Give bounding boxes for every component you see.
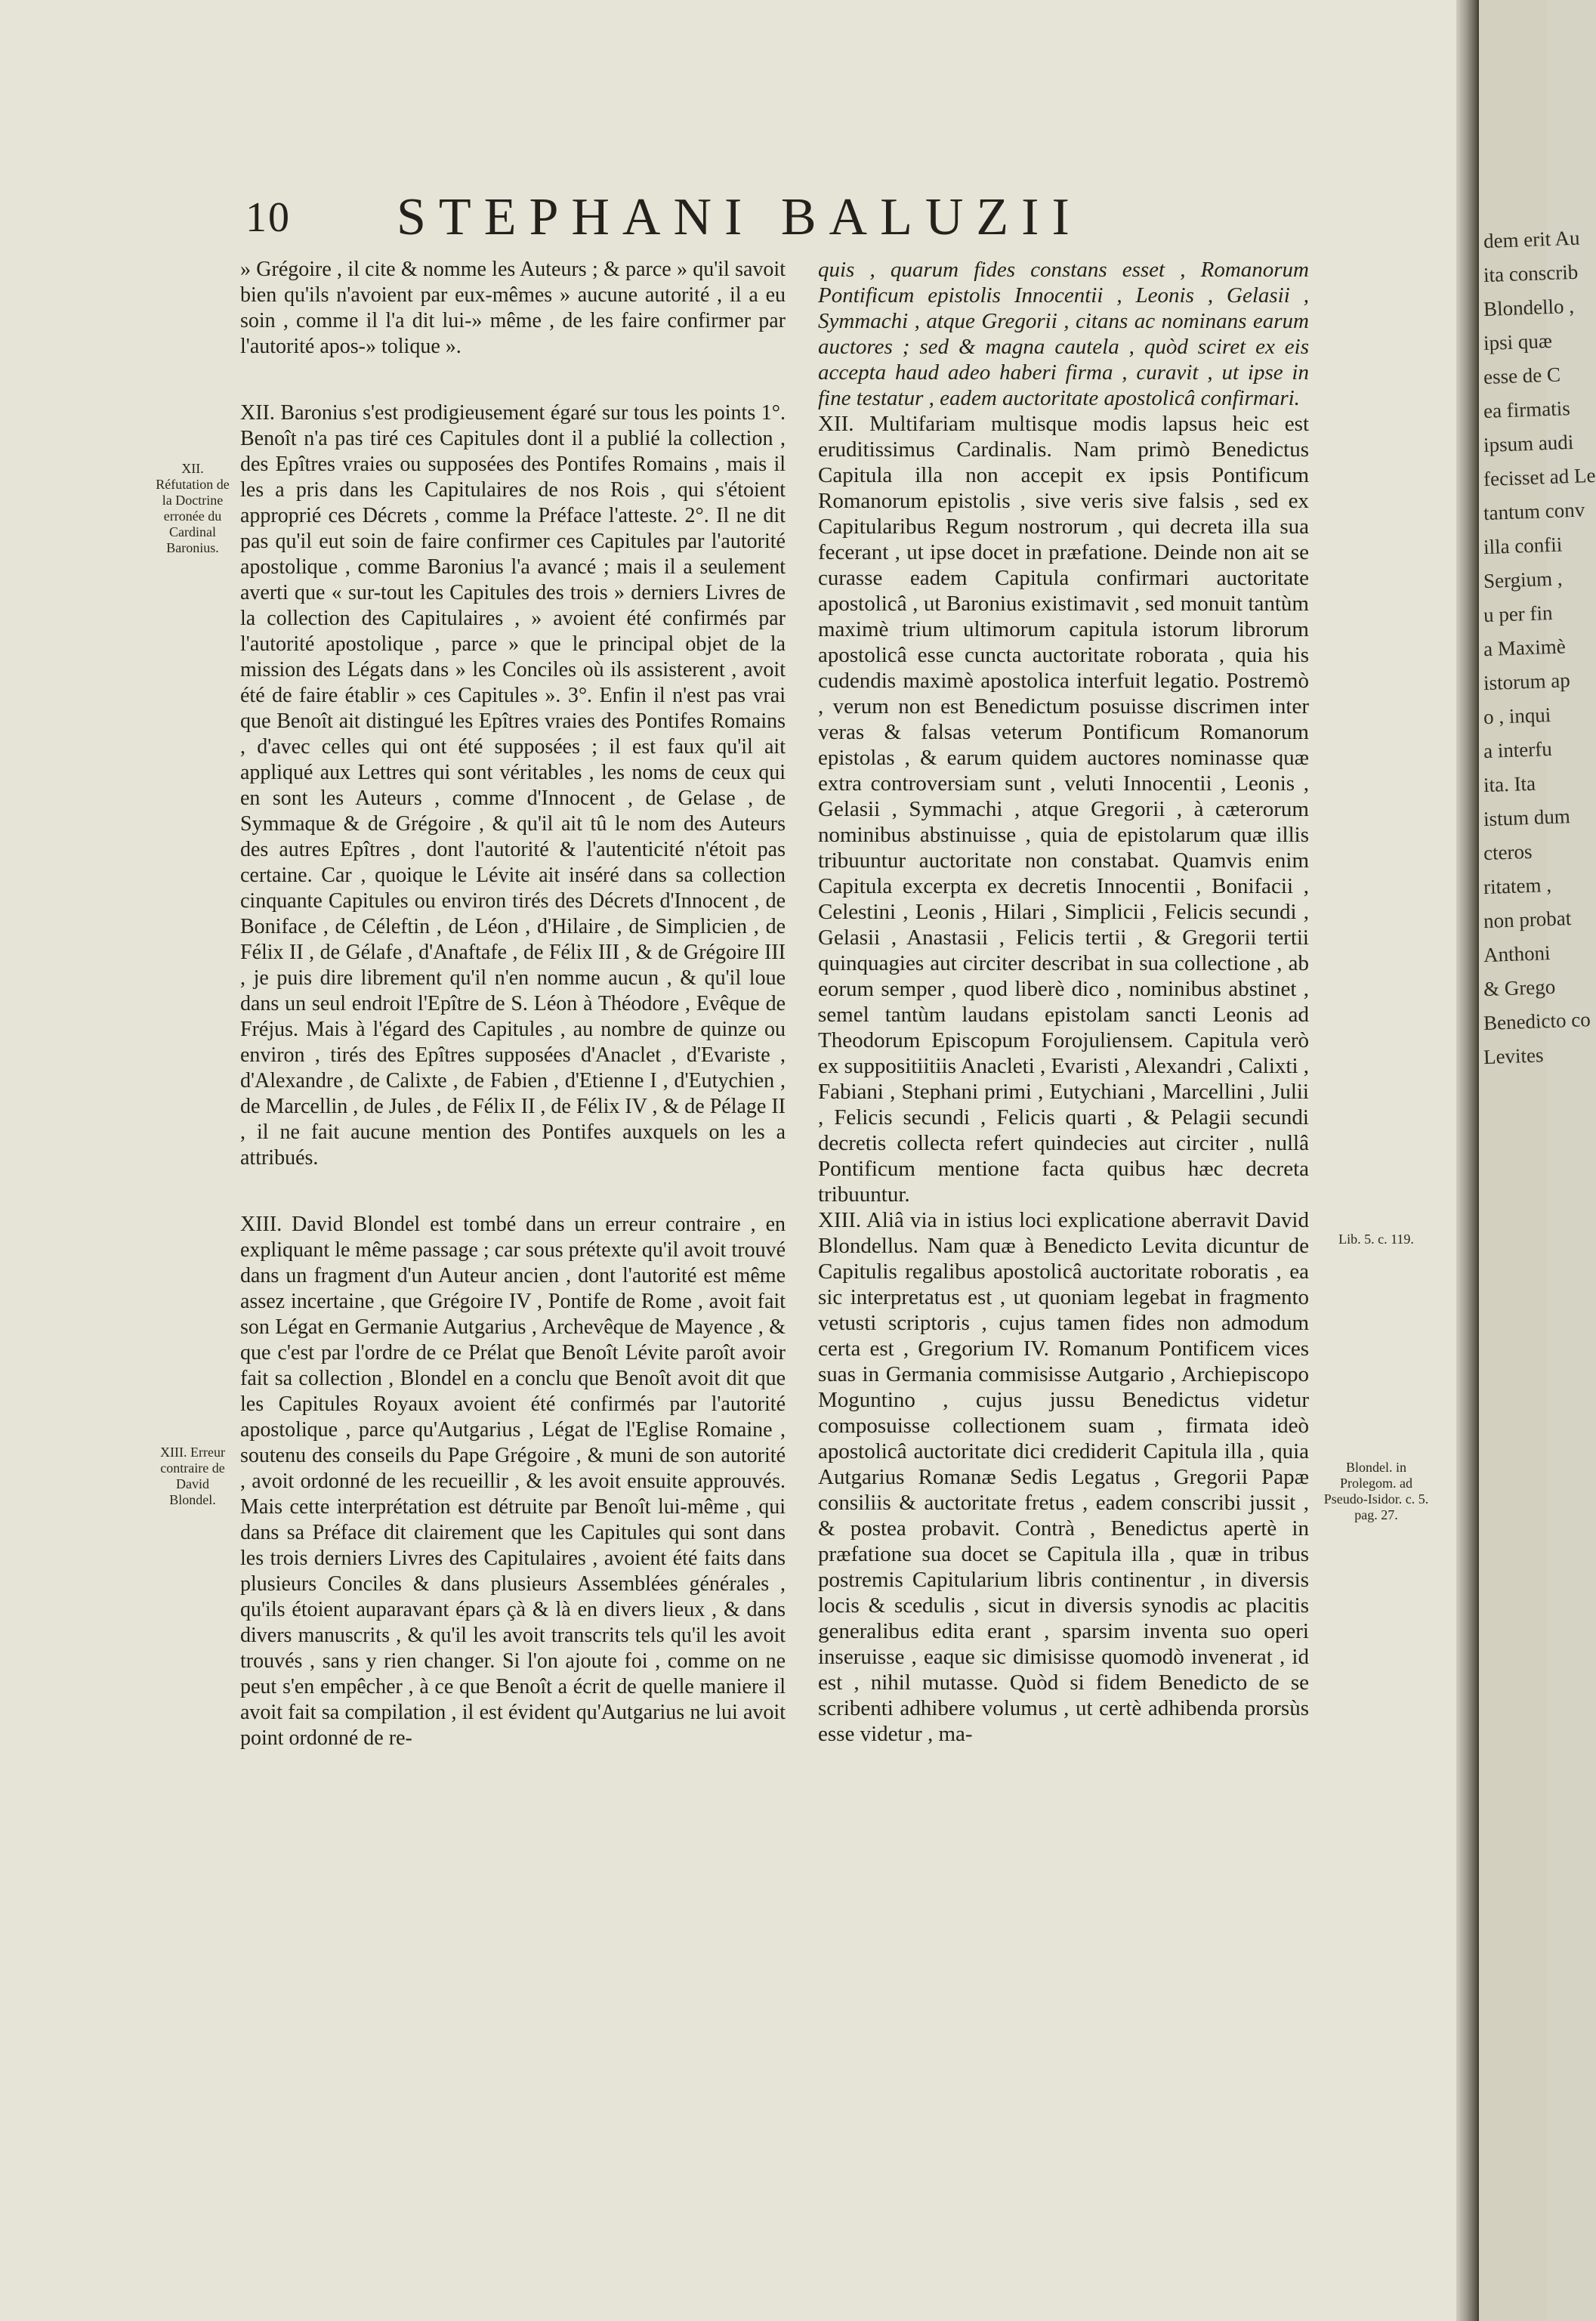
- latin-paragraph-xii: XII. Multifariam multisque modis lapsus heic est eruditissimus Cardinalis. Nam primò Benedictus Capitula illa non accepit ex ipsis Pontificum Romanorum epistolis , sive veris sive falsis , sed ex Capitularibus Regum nostrorum , qui decreta illa sua fecerant , ut ipse docet in præfatione. Deinde non ait se curasse eadem Capitula confirmari auctoritate apostolicâ , ut Baronius existimavit , sed monuit tantùm maximè trium ultimorum capitula istorum librorum apostolicâ esse cuncta auctoritate roborata , quia his cudendis maximè apostolica interfuit legatio. Postremò , verum non est Benedictum posuisse discrimen inter veras & falsas veterum Pontificum Romanorum epistolas , & earum quidem auctores nominasse quæ extra controversiam sunt , veluti Innocentii , Leonis , Gelasii , Symmachi , atque Gregorii , à cæterorum nominibus abstinuisse , quia de epistolarum quæ illis tribuuntur auctoritate non constabat. Quamvis enim Capitula excerpta ex decretis Innocentii , Bonifacii , Celestini , Leonis , Hilari , Simplicii , Felicis secundi , Gelasii , Anastasii , Felicis tertii , & Gregorii tertii quinquagies aut circiter describat in sua collectione , ab eorum semper , quod liberè dico , nominibus abstinet , semel tantùm laudans epistolam sancti Leonis ad Theodorum Episcopum Forojuliensem. Capitula verò ex suppositiitiis Anacleti , Evaristi , Alexandri , Calixti , Fabiani , Stephani primi , Eutychiani , Marcellini , Julii , Felicis secundi , Felicis quarti , & Pelagii secundi decretis collecta refert quindecies aut circiter , nullâ Pontificum mentione facta quibus hæc decreta tribuuntur.: [818, 412, 1310, 1207]
- adjacent-page-line: esse de C: [1483, 363, 1561, 389]
- french-column: [240, 257, 786, 1751]
- running-title: STEPHANI BALUZII: [397, 188, 1082, 246]
- adjacent-page-line: tantum conv: [1483, 498, 1585, 525]
- page-header: [245, 187, 1341, 248]
- adjacent-page-line: ritatem ,: [1483, 873, 1552, 899]
- adjacent-page-line: ipsum audi: [1483, 430, 1574, 457]
- adjacent-page-line: fecisset ad Le: [1483, 463, 1596, 491]
- adjacent-page-line: non probat: [1483, 907, 1572, 933]
- margin-note-blondel: Blondel. in Prolegom. ad Pseudo-Isidor. c. 5. pag. 27.: [1323, 1460, 1429, 1522]
- adjacent-page-line: ipsi quæ: [1483, 329, 1553, 355]
- adjacent-page-line: & Grego: [1483, 975, 1556, 1001]
- latin-quote-continuation: quis , quarum fides constans esset , Romanorum Pontificum epistolis Innocentii , Leonis , Gelasii , Symmachi , atque Gregorii , citans ac nominans earum auctores ; sed & magna cautela , quòd sciret ex eis accepta haud adeo haberi firma , curavit , ut ipse in fine testatur , eadem auctoritate apostolicâ confirmari.: [818, 258, 1309, 410]
- adjacent-page-line: a interfu: [1483, 737, 1553, 763]
- adjacent-page-line: o , inqui: [1483, 703, 1551, 729]
- adjacent-page-line: Levites: [1483, 1043, 1544, 1069]
- book-gutter: [1456, 0, 1479, 2321]
- adjacent-page-line: istum dum: [1483, 805, 1571, 831]
- french-paragraph-xii: XII. Baronius s'est prodigieusement égaré sur tous les points 1°. Benoît n'a pas tiré ces Capitules dont il a publié la collection , des Epîtres vraies ou supposées des Pontifes Romains , mais il les a pris dans les Capitulaires de nos Rois , qui s'étoient approprié ces Décrets , comme la Préface l'atteste. 2°. Il ne dit pas qu'il eut soin de faire confirmer ces Capitules par l'autorité apostolique , comme Baronius l'a avancé ; mais il a seulement averti que « sur-tout les Capitules des trois » derniers Livres de la collection des Capitulaires , » avoient été confirmés par l'autorité apostolique , parce » que le principal objet de la mission des Légats dans » les Conciles où ils assisterent , avoit été de faire établir » ces Capitules ». 3°. Enfin il n'est pas vrai que Benoît ait distingué les Epîtres vraies des Pontifes Romains , d'avec celles qui ont été supposées ; il est faux qu'il ait appliqué aux Lettres qui sont véritables , les noms de ceux qui en sont les Auteurs , comme d'Innocent , de Gelase , de Symmaque & de Grégoire , & qu'il ait tû le nom des Auteurs des autres Epîtres , dont l'autorité & l'autenticité n'étoit pas certaine. Car , quoique le Lévite ait inséré dans sa collection cinquante Capitules ou environ tirés des Décrets d'Innocent , de Boniface , de Céleftin , de Léon , d'Hilaire , de Simplicien , de Félix II , de Gélafe , d'Anaftafe , de Félix III , & de Grégoire III , je puis dire librement qu'il n'en nomme aucun , & qu'il loue dans un seul endroit l'Epître de S. Léon à Théodore , Evêque de Fréjus. Mais à l'égard des Capitules , au nombre de quinze ou environ , tirés des Epîtres supposées d'Anaclet , d'Evariste , d'Alexandre , de Calixte , de Fabien , d'Etienne I , d'Eutychien , de Marcellin , de Jules , de Félix II , de Félix IV , & de Pélage II , il ne fait aucune mention des Pontifes auxquels on les a attribués.: [240, 401, 786, 1170]
- adjacent-page-line: ita conscrib: [1483, 260, 1579, 287]
- latin-column: [818, 257, 1309, 1747]
- adjacent-page-line: Blondello ,: [1483, 294, 1575, 321]
- margin-note-xii: XII. Réfutation de la Doctrine erronée du Cardinal Baronius.: [156, 461, 230, 555]
- adjacent-page-line: u per fin: [1483, 601, 1553, 627]
- adjacent-page-line: istorum ap: [1483, 669, 1571, 695]
- adjacent-page-line: ea firmatis: [1483, 397, 1571, 423]
- adjacent-page-line: illa confii: [1483, 533, 1563, 559]
- margin-note-lib: Lib. 5. c. 119.: [1338, 1232, 1414, 1247]
- margin-note-xiii: XIII. Erreur contraire de David Blondel.: [160, 1445, 225, 1507]
- latin-paragraph-xiii: XIII. Aliâ via in istius loci explicatione aberravit David Blondellus. Nam quæ à Benedicto Levita dicuntur de Capitulis regalibus apostolicâ auctoritate roboratis , ea sic interpretatus est , ut quoniam legebat in fragmento vetusti scriptoris , cujus tamen fides non admodum certa est , Gregorium IV. Romanum Pontificem vices suas in Germania commisisse Autgario , Archiepiscopo Moguntino , cujus jussu Benedictus videtur composuisse collectionem suam , firmata ideò apostolicâ auctoritate dici crediderit Capitula illa , quia Autgarius Romanæ Sedis Legatus , Gregorii Papæ consiliis & auctoritate fretus , eadem conscribi jussit , & postea probavit. Contrà , Benedictus apertè in præfatione sua docet se Capitula illa , quæ in tribus postremis Capitularium libris continentur , in diversis locis & scedulis , sicut in diversis synodis ac placitis generalibus edita erant , sparsim inventa suo operi inseruisse , eaque sic dimisisse quomodò invenerat , id est , nihil mutasse. Quòd si fidem Benedicto de se scribenti adhibere volumus , ut certè adhibenda prorsùs esse videtur , ma-: [818, 1208, 1309, 1746]
- adjacent-page-line: Anthoni: [1483, 941, 1551, 967]
- adjacent-page-line: [1483, 1075, 1574, 1078]
- french-paragraph-xiii: XIII. David Blondel est tombé dans un erreur contraire , en expliquant le même passage ; car sous prétexte qu'il avoit trouvé dans un fragment d'un Auteur ancien , dont l'autorité est même assez incertaine , que Grégoire IV , Pontife de Rome , avoit fait son Légat en Germanie Autgarius , Archevêque de Mayence , & que c'est par l'ordre de ce Prélat que Benoît Lévite paroît avoir fait sa collection , Blondel en a conclu que Benoît avoit dit que les Capitules Royaux avoient été confirmés par l'autorité apostolique , parce qu'Autgarius , Légat de l'Eglise Romaine , soutenu des conseils du Pape Grégoire , & muni de son autorité , avoit ordonné de les recueillir , & les avoit ensuite approuvés. Mais cette interprétation est détruite par Benoît lui-même , qui dans sa Préface dit clairement que les Capitules qui sont dans les trois derniers Livres des Capitulaires , avoient été faits dans plusieurs Conciles & dans plusieurs Assemblées générales , qu'ils étoient auparavant épars çà & là en divers lieux , & dans divers manuscrits , & qu'il les avoit transcrits tels qu'il les avoit trouvés , sans y rien changer. Si l'on ajoute foi , comme on ne peut s'en empêcher , à ce que Benoît a écrit de quelle maniere il avoit fait sa compilation , il est évident qu'Autgarius ne lui avoit point ordonné de re-: [240, 1213, 786, 1750]
- page-number: 10: [245, 194, 291, 241]
- adjacent-page-line: ita. Ita: [1483, 771, 1536, 797]
- french-quote-continuation: » Grégoire , il cite & nomme les Auteurs ; & parce » qu'il savoit bien qu'ils n'avoient par eux-mêmes » aucune autorité , il a eu soin , comme il l'a dit lui-» même , de les faire confirmer par l'autorité apos-» tolique ».: [240, 258, 786, 358]
- adjacent-page: [1479, 0, 1596, 2321]
- adjacent-page-line: Benedicto co: [1483, 1008, 1591, 1035]
- adjacent-page-line: cteros: [1483, 839, 1533, 865]
- adjacent-page-line: dem erit Au: [1483, 226, 1580, 253]
- adjacent-page-line: Sergium ,: [1483, 567, 1564, 593]
- adjacent-page-line: a Maximè: [1483, 635, 1567, 661]
